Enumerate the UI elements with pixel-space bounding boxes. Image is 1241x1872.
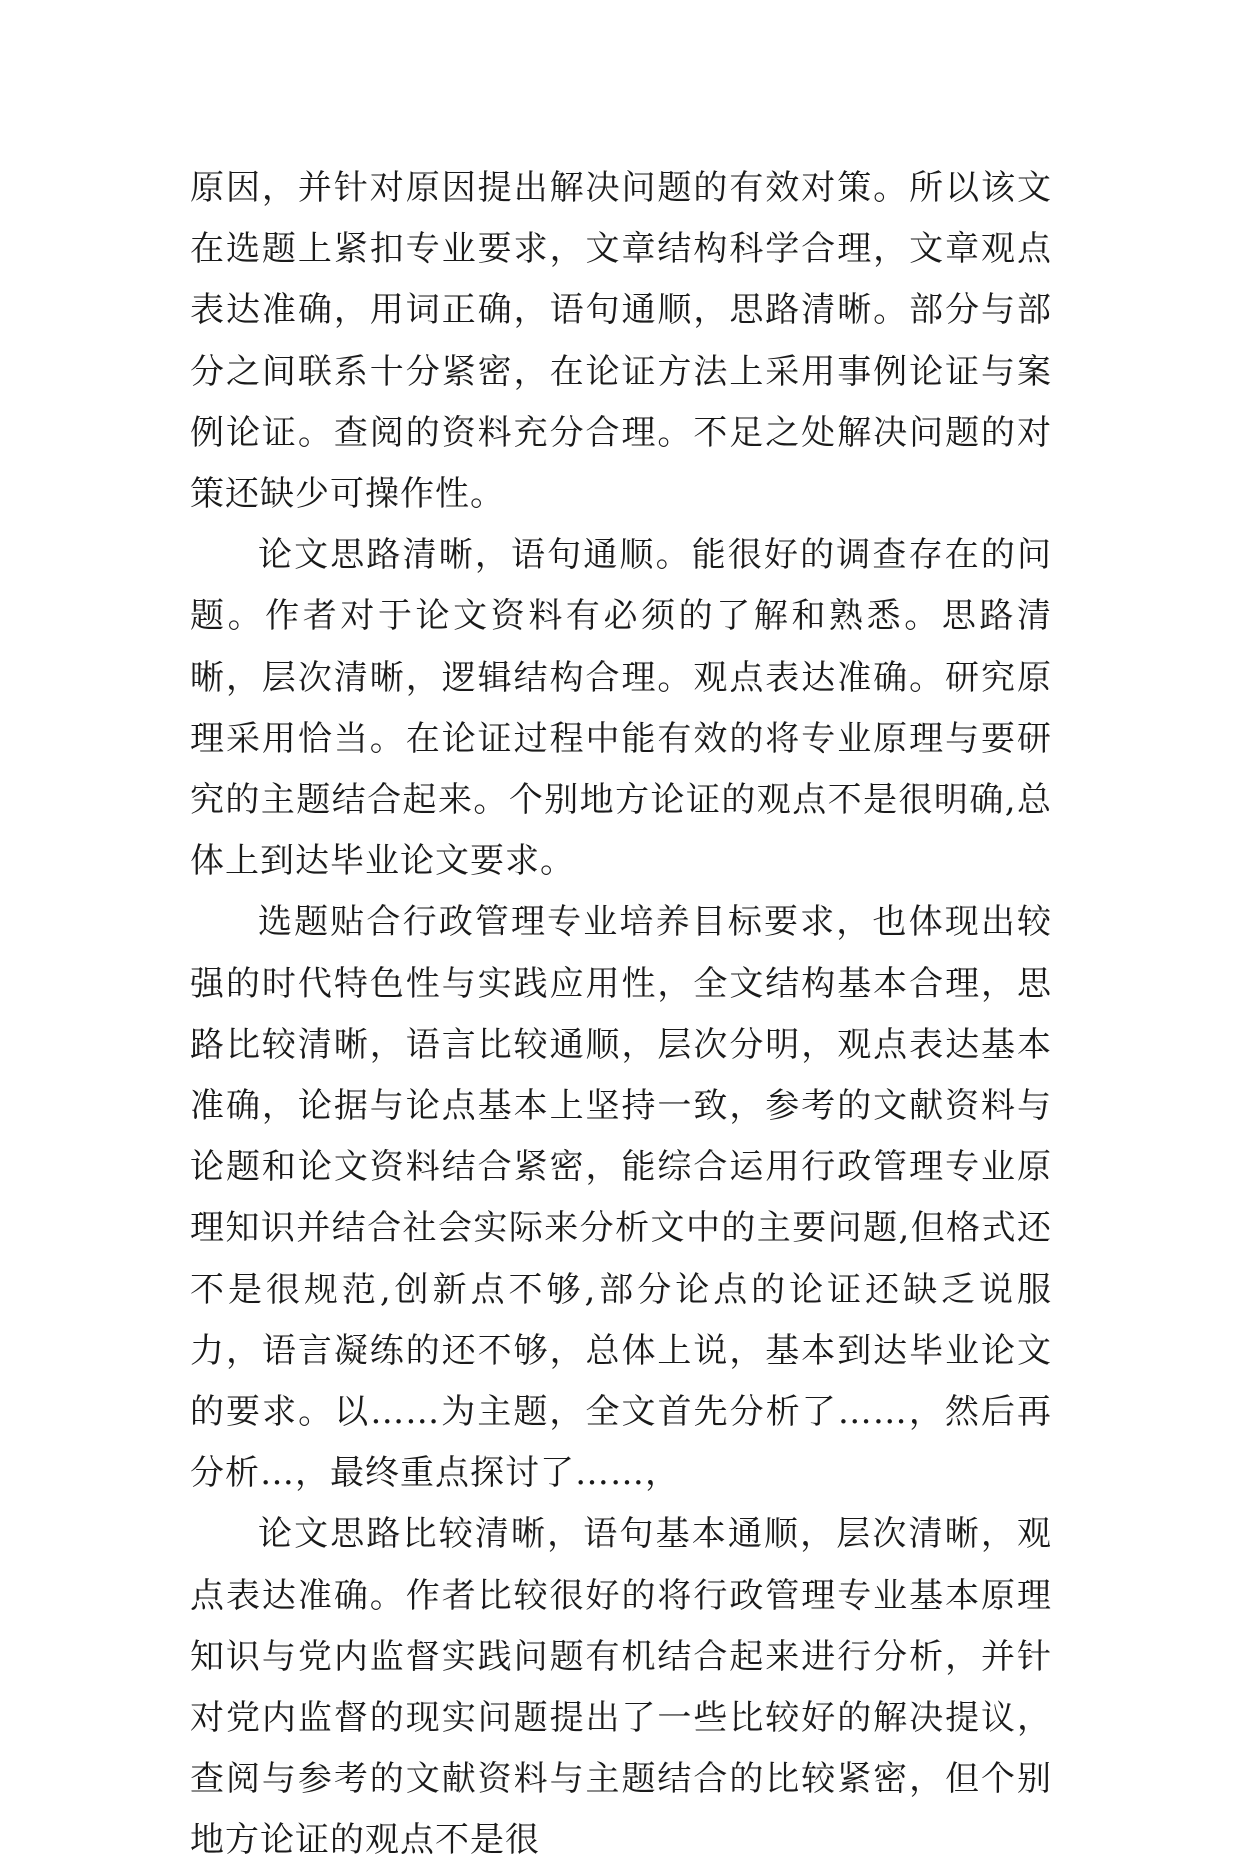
paragraph-1: 原因，并针对原因提出解决问题的有效对策。所以该文在选题上紧扣专业要求，文章结构科学合理，文章观点表达准确，用词正确，语句通顺，思路清晰。部分与部分之间联系十分紧密，在论证方法上采用事例论证与案例论证。查阅的资料充分合理。不足之处解决问题的对策还缺少可操作性。 (190, 168, 1052, 515)
document-body (190, 158, 1052, 1872)
paragraph-3: 选题贴合行政管理专业培养目标要求，也体现出较强的时代特色性与实践应用性，全文结构基本合理，思路比较清晰，语言比较通顺，层次分明，观点表达基本准确，论据与论点基本上坚持一致，参考的文献资料与论题和论文资料结合紧密，能综合运用行政管理专业原理知识并结合社会实际来分析文中的主要问题,但格式还不是很规范,创新点不够,部分论点的论证还缺乏说服力，语言凝练的还不够，总体上说，基本到达毕业论文的要求。以……为主题，全文首先分析了……，然后再分析…，最终重点探讨了……， (190, 902, 1052, 1494)
paragraph-4: 论文思路比较清晰，语句基本通顺，层次清晰，观点表达准确。作者比较很好的将行政管理专业基本原理知识与党内监督实践问题有机结合起来进行分析，并针对党内监督的现实问题提出了一些比较好的解决提议，查阅与参考的文献资料与主题结合的比较紧密，但个别地方论证的观点不是很 (190, 1514, 1052, 1861)
paragraph-2: 论文思路清晰，语句通顺。能很好的调查存在的问题。作者对于论文资料有必须的了解和熟悉。思路清晰，层次清晰，逻辑结构合理。观点表达准确。研究原理采用恰当。在论证过程中能有效的将专业原理与要研究的主题结合起来。个别地方论证的观点不是很明确,总体上到达毕业论文要求。 (190, 535, 1052, 882)
